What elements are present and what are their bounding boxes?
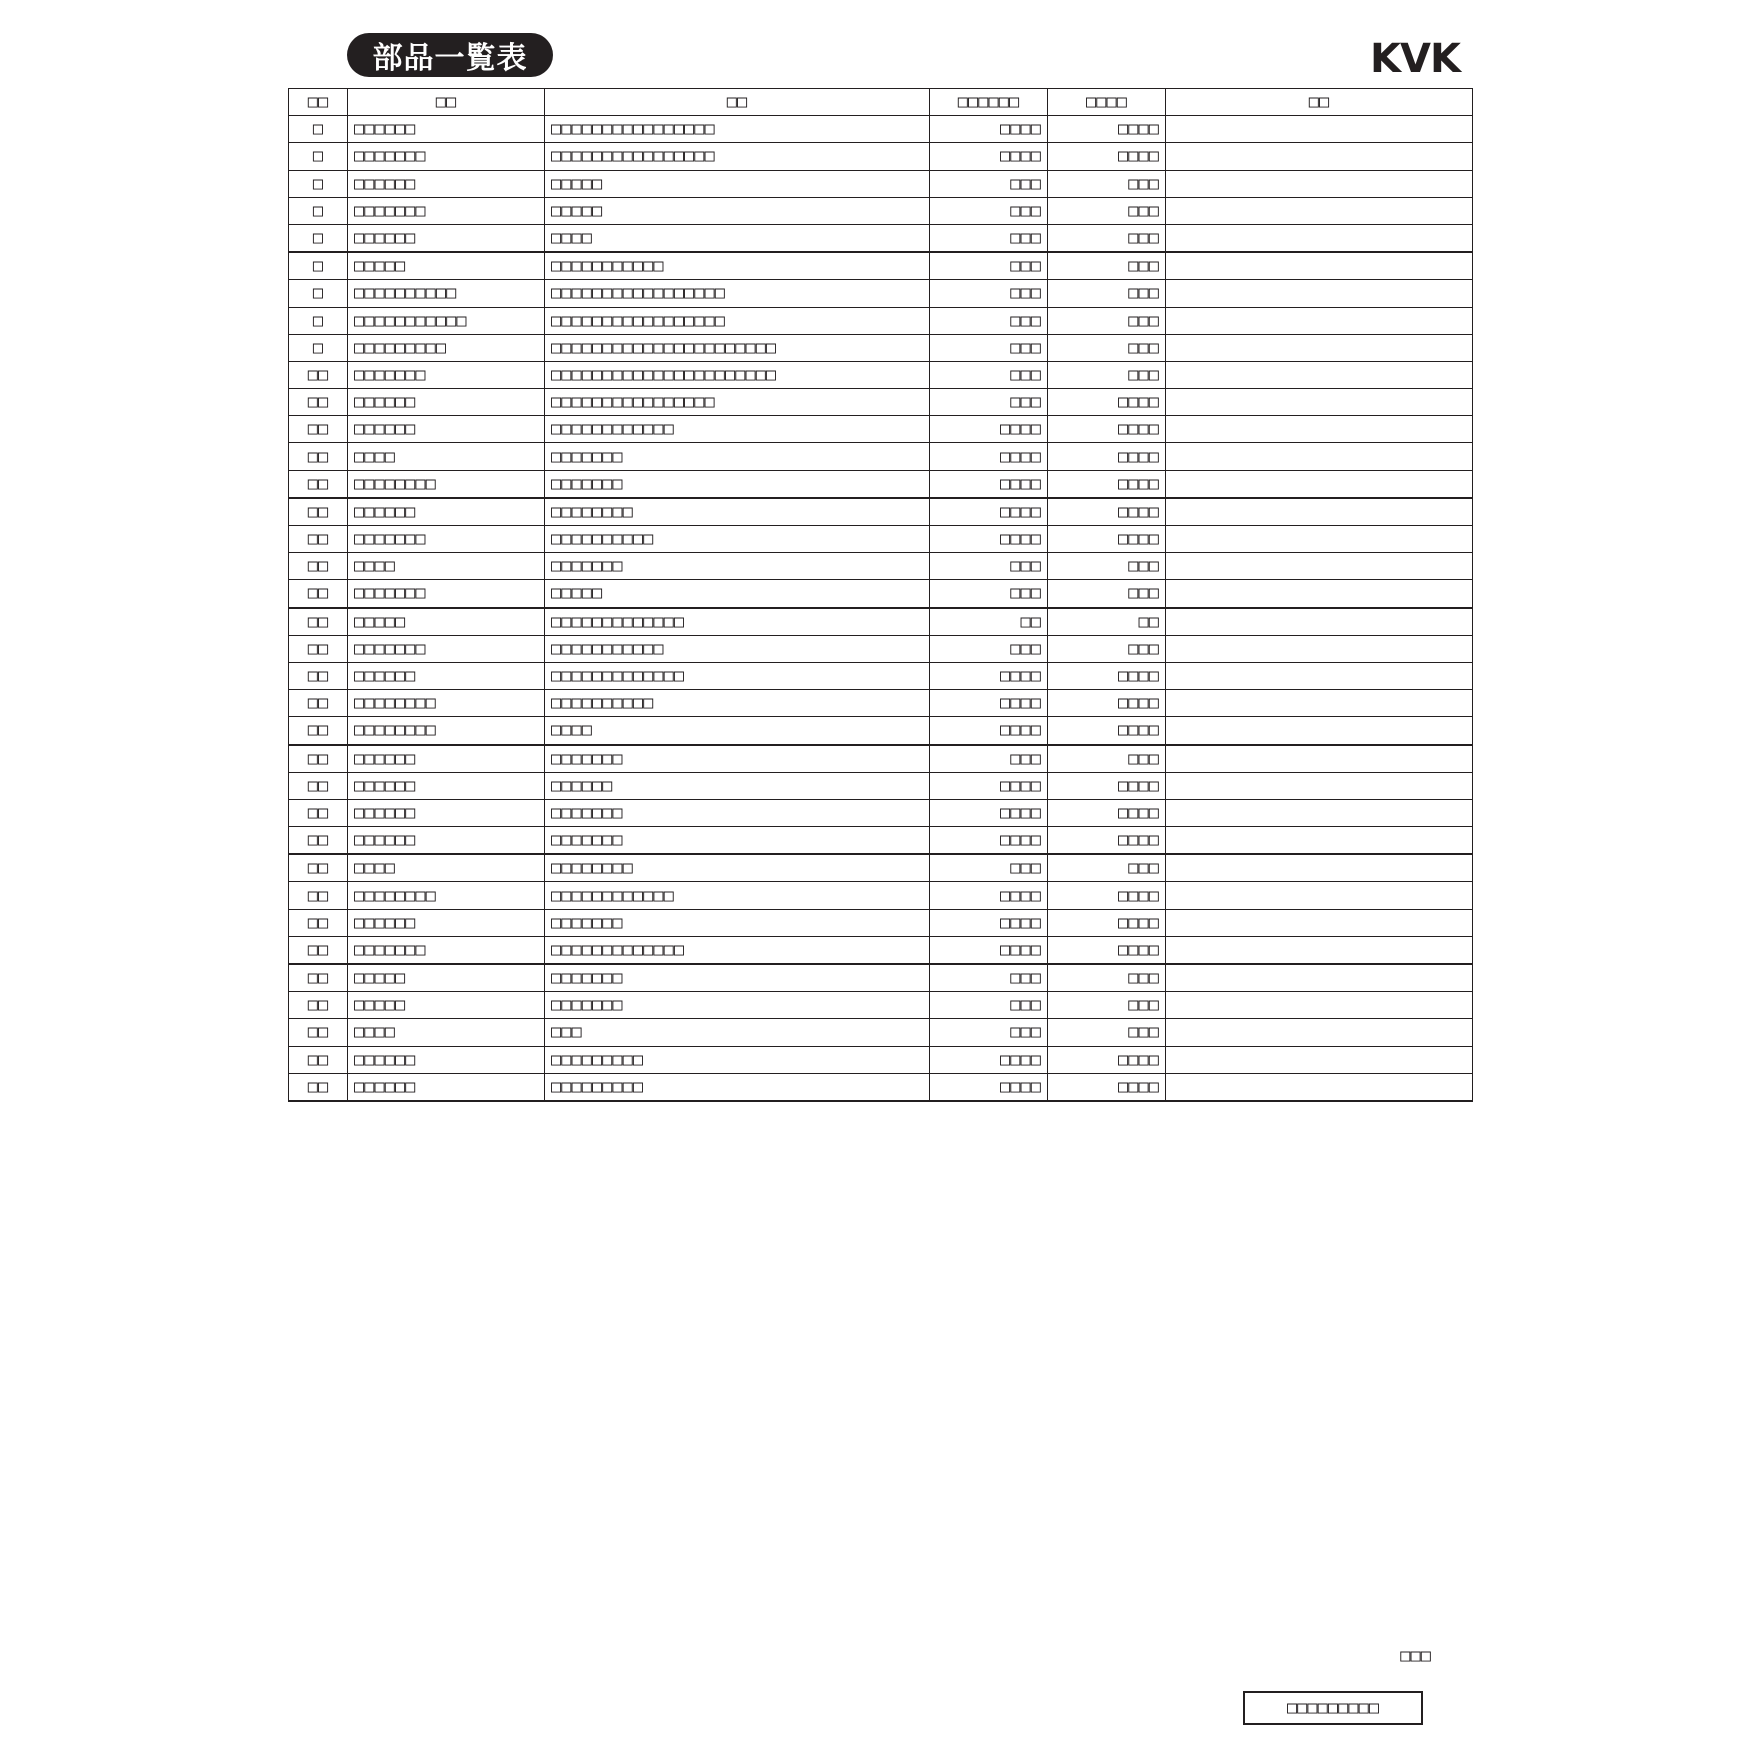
price-2: □□□ [1048, 745, 1166, 773]
part-code: □□□□□□□□□ [348, 334, 545, 361]
part-name: □□□□□□□□□□□□□□□□□ [545, 280, 930, 307]
price-2: □□□ [1048, 580, 1166, 608]
note [1166, 553, 1473, 580]
price-1: □□□ [930, 307, 1048, 334]
part-number: □□ [289, 553, 348, 580]
part-number: □ [289, 307, 348, 334]
part-name: □□□□□□□□□ [545, 1073, 930, 1101]
note [1166, 170, 1473, 197]
price-2: □□□□ [1048, 909, 1166, 936]
note [1166, 717, 1473, 745]
part-name: □□□□□□□□□□□ [545, 252, 930, 280]
note [1166, 580, 1473, 608]
part-code: □□□□ [348, 443, 545, 470]
table-row [289, 470, 1473, 498]
price-1: □□□□ [930, 799, 1048, 826]
table-row [289, 553, 1473, 580]
table-row [289, 280, 1473, 307]
table-row [289, 498, 1473, 526]
part-code: □□□□□□ [348, 1073, 545, 1101]
note [1166, 526, 1473, 553]
part-number: □ [289, 143, 348, 170]
part-number: □□ [289, 772, 348, 799]
note [1166, 416, 1473, 443]
part-name: □□□□□ [545, 170, 930, 197]
part-name: □□□□□□□□□□□□□□□□ [545, 389, 930, 416]
part-name: □□□□□□□□ [545, 854, 930, 882]
price-1: □□□□ [930, 526, 1048, 553]
column-header-price2: □□□□ [1048, 89, 1166, 116]
table-row [289, 416, 1473, 443]
part-code: □□□□□ [348, 252, 545, 280]
note [1166, 964, 1473, 992]
part-name: □□□□ [545, 717, 930, 745]
part-name: □□□□ [545, 224, 930, 252]
price-1: □□□□ [930, 827, 1048, 855]
part-code: □□□□ [348, 1019, 545, 1046]
part-code: □□□□□□ [348, 416, 545, 443]
part-name: □□□□□□□ [545, 799, 930, 826]
part-code: □□□□□□ [348, 389, 545, 416]
parts-table [288, 88, 1473, 1102]
price-2: □□□ [1048, 334, 1166, 361]
note [1166, 197, 1473, 224]
price-2: □□□ [1048, 854, 1166, 882]
part-code: □□□□□□□ [348, 143, 545, 170]
note [1166, 909, 1473, 936]
table-row [289, 116, 1473, 143]
part-number: □ [289, 224, 348, 252]
column-header-code: □□ [348, 89, 545, 116]
part-number: □□ [289, 389, 348, 416]
part-name: □□□□□□□ [545, 443, 930, 470]
note [1166, 224, 1473, 252]
price-1: □□ [930, 608, 1048, 636]
price-1: □□□□ [930, 909, 1048, 936]
note [1166, 252, 1473, 280]
part-number: □□ [289, 854, 348, 882]
price-2: □□□ [1048, 307, 1166, 334]
price-2: □□□ [1048, 224, 1166, 252]
part-name: □□□□□□□□□□ [545, 526, 930, 553]
part-code: □□□□□ [348, 608, 545, 636]
part-code: □□□□□□□□□□ [348, 280, 545, 307]
table-row [289, 1046, 1473, 1073]
price-1: □□□□ [930, 443, 1048, 470]
price-1: □□□ [930, 389, 1048, 416]
part-number: □□ [289, 498, 348, 526]
price-1: □□□□ [930, 143, 1048, 170]
part-number: □□ [289, 361, 348, 388]
part-code: □□□□□□□ [348, 580, 545, 608]
part-number: □ [289, 116, 348, 143]
part-number: □□ [289, 936, 348, 964]
note [1166, 635, 1473, 662]
table-row [289, 992, 1473, 1019]
price-2: □□□□ [1048, 936, 1166, 964]
part-number: □□ [289, 443, 348, 470]
part-number: □□ [289, 608, 348, 636]
table-row [289, 361, 1473, 388]
table-row [289, 882, 1473, 909]
table-row [289, 662, 1473, 689]
part-code: □□□□□ [348, 992, 545, 1019]
price-2: □□□□ [1048, 116, 1166, 143]
part-name: □□□□□□□□□□□□□□□□□□□□□□ [545, 361, 930, 388]
part-name: □□□□□ [545, 580, 930, 608]
part-number: □□ [289, 1046, 348, 1073]
price-1: □□□ [930, 252, 1048, 280]
part-code: □□□□□□□ [348, 526, 545, 553]
document-number: □□□□□□□□□ [1243, 1691, 1423, 1725]
note [1166, 443, 1473, 470]
part-code: □□□□□□□□ [348, 717, 545, 745]
column-header-name: □□ [545, 89, 930, 116]
part-name: □□□□□□□ [545, 553, 930, 580]
price-1: □□□□ [930, 662, 1048, 689]
price-2: □□□ [1048, 964, 1166, 992]
kvk-logo: KVK [1370, 36, 1460, 82]
table-row [289, 936, 1473, 964]
price-1: □□□□ [930, 772, 1048, 799]
part-name: □□□□□□□□□□ [545, 690, 930, 717]
price-2: □□□□ [1048, 827, 1166, 855]
note [1166, 470, 1473, 498]
part-name: □□□□□□□□ [545, 498, 930, 526]
price-1: □□□ [930, 224, 1048, 252]
note [1166, 992, 1473, 1019]
note [1166, 116, 1473, 143]
price-2: □□□□ [1048, 1073, 1166, 1101]
price-1: □□□ [930, 745, 1048, 773]
note [1166, 143, 1473, 170]
part-name: □□□□□□□ [545, 964, 930, 992]
part-code: □□□□□□ [348, 224, 545, 252]
table-row [289, 526, 1473, 553]
price-2: □□□ [1048, 280, 1166, 307]
part-name: □□□□□□□□□□□□□□□□ [545, 143, 930, 170]
price-1: □□□ [930, 197, 1048, 224]
part-code: □□□□□□ [348, 799, 545, 826]
table-row [289, 772, 1473, 799]
price-1: □□□ [930, 992, 1048, 1019]
price-1: □□□□ [930, 717, 1048, 745]
part-number: □□ [289, 799, 348, 826]
part-name: □□□□□□□□□□□□ [545, 882, 930, 909]
table-row [289, 909, 1473, 936]
part-name: □□□□□□□□□□□□ [545, 416, 930, 443]
price-2: □□□ [1048, 635, 1166, 662]
part-name: □□□□□□ [545, 772, 930, 799]
note [1166, 936, 1473, 964]
price-1: □□□ [930, 280, 1048, 307]
table-row [289, 717, 1473, 745]
part-code: □□□□□ [348, 964, 545, 992]
price-2: □□□ [1048, 553, 1166, 580]
price-1: □□□ [930, 964, 1048, 992]
part-code: □□□□□□ [348, 1046, 545, 1073]
parts-table-body [289, 116, 1473, 1101]
part-number: □□ [289, 416, 348, 443]
price-2: □□□□ [1048, 799, 1166, 826]
part-code: □□□□□□□ [348, 197, 545, 224]
table-row [289, 1073, 1473, 1101]
note [1166, 799, 1473, 826]
price-2: □□ [1048, 608, 1166, 636]
price-2: □□□□ [1048, 416, 1166, 443]
table-row [289, 827, 1473, 855]
price-1: □□□ [930, 170, 1048, 197]
part-name: □□□□□□□□□□□□□□□□□□□□□□ [545, 334, 930, 361]
note [1166, 772, 1473, 799]
table-row [289, 224, 1473, 252]
table-row [289, 252, 1473, 280]
table-row [289, 690, 1473, 717]
part-number: □□ [289, 580, 348, 608]
part-number: □□ [289, 526, 348, 553]
price-2: □□□ [1048, 992, 1166, 1019]
table-row [289, 197, 1473, 224]
part-code: □□□□□□□ [348, 361, 545, 388]
part-name: □□□□□□□□□□□ [545, 635, 930, 662]
table-row [289, 964, 1473, 992]
part-number: □□ [289, 635, 348, 662]
price-2: □□□ [1048, 197, 1166, 224]
part-name: □□□□□□□ [545, 992, 930, 1019]
part-name: □□□ [545, 1019, 930, 1046]
price-1: □□□□ [930, 498, 1048, 526]
price-2: □□□□ [1048, 443, 1166, 470]
part-name: □□□□□□□ [545, 470, 930, 498]
price-2: □□□□ [1048, 498, 1166, 526]
part-number: □□ [289, 690, 348, 717]
part-code: □□□□□□□□ [348, 470, 545, 498]
table-row [289, 635, 1473, 662]
part-code: □□□□□□□ [348, 936, 545, 964]
part-name: □□□□□□□ [545, 909, 930, 936]
price-2: □□□ [1048, 361, 1166, 388]
part-name: □□□□□□□□□□□□□ [545, 936, 930, 964]
table-row [289, 799, 1473, 826]
note [1166, 1046, 1473, 1073]
price-2: □□□□ [1048, 470, 1166, 498]
price-1: □□□□ [930, 1046, 1048, 1073]
table-row [289, 143, 1473, 170]
table-row [289, 334, 1473, 361]
part-number: □ [289, 280, 348, 307]
note [1166, 1073, 1473, 1101]
price-1: □□□□ [930, 416, 1048, 443]
price-1: □□□□ [930, 470, 1048, 498]
part-number: □ [289, 197, 348, 224]
note [1166, 690, 1473, 717]
price-1: □□□□ [930, 936, 1048, 964]
column-header-note: □□ [1166, 89, 1473, 116]
price-1: □□□ [930, 635, 1048, 662]
part-code: □□□□□□ [348, 498, 545, 526]
price-1: □□□□ [930, 882, 1048, 909]
part-name: □□□□□ [545, 197, 930, 224]
price-1: □□□ [930, 580, 1048, 608]
note [1166, 745, 1473, 773]
part-name: □□□□□□□□□□□□□ [545, 608, 930, 636]
part-code: □□□□ [348, 553, 545, 580]
note [1166, 662, 1473, 689]
price-1: □□□□ [930, 1073, 1048, 1101]
table-row [289, 580, 1473, 608]
table-row [289, 1019, 1473, 1046]
part-code: □□□□□□ [348, 745, 545, 773]
table-row [289, 170, 1473, 197]
part-name: □□□□□□□□□□□□□□□□ [545, 116, 930, 143]
price-2: □□□□ [1048, 143, 1166, 170]
part-number: □ [289, 170, 348, 197]
part-name: □□□□□□□□□□□□□□□□□ [545, 307, 930, 334]
note [1166, 307, 1473, 334]
part-number: □□ [289, 717, 348, 745]
price-1: □□□□ [930, 690, 1048, 717]
part-code: □□□□□□□□ [348, 882, 545, 909]
price-1: □□□ [930, 1019, 1048, 1046]
part-name: □□□□□□□ [545, 827, 930, 855]
part-number: □□ [289, 964, 348, 992]
table-row [289, 443, 1473, 470]
part-code: □□□□□□□□ [348, 690, 545, 717]
part-code: □□□□□□□ [348, 635, 545, 662]
part-code: □□□□□□ [348, 909, 545, 936]
table-header-row [289, 89, 1473, 116]
price-2: □□□ [1048, 1019, 1166, 1046]
price-1: □□□ [930, 553, 1048, 580]
part-number: □□ [289, 662, 348, 689]
note [1166, 854, 1473, 882]
part-number: □□ [289, 827, 348, 855]
note [1166, 389, 1473, 416]
note [1166, 280, 1473, 307]
price-2: □□□□ [1048, 662, 1166, 689]
price-1: □□□ [930, 334, 1048, 361]
column-header-price1: □□□□□□ [930, 89, 1048, 116]
part-code: □□□□□□ [348, 662, 545, 689]
table-row [289, 854, 1473, 882]
note [1166, 1019, 1473, 1046]
price-2: □□□□ [1048, 717, 1166, 745]
part-code: □□□□□□ [348, 827, 545, 855]
note [1166, 498, 1473, 526]
part-name: □□□□□□□ [545, 745, 930, 773]
price-2: □□□ [1048, 252, 1166, 280]
price-1: □□□□ [930, 116, 1048, 143]
part-code: □□□□□□□□□□□ [348, 307, 545, 334]
part-number: □□ [289, 882, 348, 909]
price-1: □□□ [930, 854, 1048, 882]
table-row [289, 389, 1473, 416]
price-2: □□□ [1048, 170, 1166, 197]
part-number: □□ [289, 470, 348, 498]
note [1166, 827, 1473, 855]
price-2: □□□□ [1048, 389, 1166, 416]
part-code: □□□□□□ [348, 116, 545, 143]
part-number: □ [289, 252, 348, 280]
part-number: □□ [289, 1073, 348, 1101]
page-number: □□□ [1400, 1646, 1431, 1666]
price-2: □□□□ [1048, 526, 1166, 553]
part-name: □□□□□□□□□ [545, 1046, 930, 1073]
column-header-no: □□ [289, 89, 348, 116]
part-number: □ [289, 334, 348, 361]
price-1: □□□ [930, 361, 1048, 388]
part-code: □□□□□□ [348, 772, 545, 799]
part-number: □□ [289, 909, 348, 936]
note [1166, 882, 1473, 909]
price-2: □□□□ [1048, 772, 1166, 799]
price-2: □□□□ [1048, 690, 1166, 717]
part-number: □□ [289, 745, 348, 773]
price-2: □□□□ [1048, 1046, 1166, 1073]
table-row [289, 608, 1473, 636]
part-name: □□□□□□□□□□□□□ [545, 662, 930, 689]
part-code: □□□□ [348, 854, 545, 882]
table-row [289, 307, 1473, 334]
note [1166, 334, 1473, 361]
note [1166, 361, 1473, 388]
price-2: □□□□ [1048, 882, 1166, 909]
table-row [289, 745, 1473, 773]
part-code: □□□□□□ [348, 170, 545, 197]
note [1166, 608, 1473, 636]
part-number: □□ [289, 992, 348, 1019]
page-title: 部品一覧表 [347, 33, 553, 77]
part-number: □□ [289, 1019, 348, 1046]
